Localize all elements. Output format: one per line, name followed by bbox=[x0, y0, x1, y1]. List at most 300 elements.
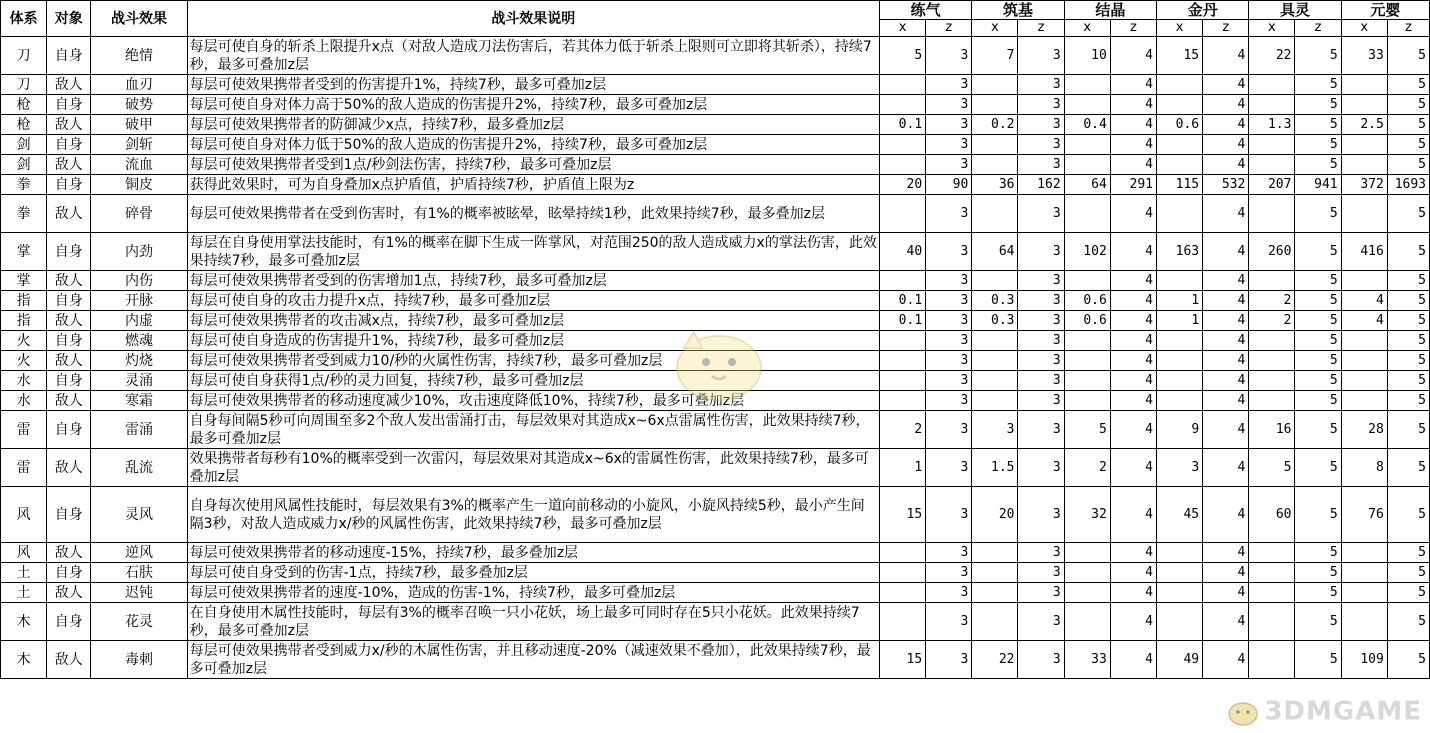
cell-description: 每层可使自身获得1点/秒的灵力回复，持续7秒，最多可叠加z层 bbox=[187, 371, 879, 391]
cell-target: 敌人 bbox=[47, 351, 91, 371]
cell-z-value: 3 bbox=[926, 583, 972, 603]
cell-x-value bbox=[1249, 195, 1295, 233]
cell-x-value: 16 bbox=[1249, 411, 1295, 449]
cell-x-value bbox=[1249, 563, 1295, 583]
cell-x-value bbox=[880, 95, 926, 115]
table-row bbox=[1, 155, 1430, 175]
cell-target: 自身 bbox=[47, 487, 91, 543]
subheader-x: x bbox=[1064, 20, 1110, 37]
cell-x-value bbox=[972, 391, 1018, 411]
cell-z-value: 5 bbox=[1387, 135, 1429, 155]
cell-system: 水 bbox=[1, 371, 47, 391]
cell-z-value: 3 bbox=[1018, 603, 1064, 641]
cell-z-value: 5 bbox=[1387, 641, 1429, 679]
cell-z-value: 5 bbox=[1387, 291, 1429, 311]
cell-x-value: 45 bbox=[1156, 487, 1202, 543]
cell-z-value: 3 bbox=[926, 351, 972, 371]
cell-x-value bbox=[1341, 195, 1387, 233]
cell-z-value: 532 bbox=[1203, 175, 1249, 195]
cell-x-value: 76 bbox=[1341, 487, 1387, 543]
cell-z-value: 4 bbox=[1203, 449, 1249, 487]
cell-z-value: 4 bbox=[1203, 603, 1249, 641]
cell-x-value bbox=[880, 331, 926, 351]
cell-x-value bbox=[1341, 543, 1387, 563]
cell-x-value: 28 bbox=[1341, 411, 1387, 449]
subheader-x: x bbox=[1156, 20, 1202, 37]
cell-x-value: 2 bbox=[1064, 449, 1110, 487]
cell-z-value: 4 bbox=[1110, 291, 1156, 311]
cell-z-value: 5 bbox=[1387, 603, 1429, 641]
cell-z-value: 4 bbox=[1203, 411, 1249, 449]
cell-x-value bbox=[1156, 155, 1202, 175]
cell-x-value bbox=[972, 371, 1018, 391]
cell-x-value bbox=[1341, 155, 1387, 175]
cell-z-value: 162 bbox=[1018, 175, 1064, 195]
cell-x-value: 4 bbox=[1341, 311, 1387, 331]
cell-x-value: 64 bbox=[1064, 175, 1110, 195]
cell-x-value bbox=[1156, 391, 1202, 411]
cell-system: 水 bbox=[1, 391, 47, 411]
cell-z-value: 4 bbox=[1203, 641, 1249, 679]
cell-z-value: 4 bbox=[1110, 371, 1156, 391]
cell-z-value: 4 bbox=[1110, 351, 1156, 371]
table-row bbox=[1, 291, 1430, 311]
table-row bbox=[1, 583, 1430, 603]
cell-x-value bbox=[1064, 331, 1110, 351]
cell-x-value bbox=[1156, 583, 1202, 603]
cell-effect: 乱流 bbox=[91, 449, 187, 487]
cell-description: 每层可使效果携带者受到1点/秒剑法伤害，持续7秒，最多可叠加z层 bbox=[187, 155, 879, 175]
cell-effect: 毒刺 bbox=[91, 641, 187, 679]
cell-target: 自身 bbox=[47, 37, 91, 75]
cell-target: 敌人 bbox=[47, 271, 91, 291]
subheader-x: x bbox=[880, 20, 926, 37]
cell-z-value: 4 bbox=[1110, 563, 1156, 583]
table-row bbox=[1, 175, 1430, 195]
cell-description: 在自身使用木属性技能时，每层有3%的概率召唤一只小花妖，场上最多可同时存在5只小花妖。此效果持续7秒，最多可叠加z层 bbox=[187, 603, 879, 641]
cell-x-value bbox=[972, 583, 1018, 603]
cell-x-value: 0.3 bbox=[972, 311, 1018, 331]
cell-z-value: 3 bbox=[926, 411, 972, 449]
chick-logo-icon bbox=[1226, 695, 1260, 729]
subheader-z: z bbox=[1110, 20, 1156, 37]
subheader-z: z bbox=[1018, 20, 1064, 37]
cell-system: 刀 bbox=[1, 37, 47, 75]
cell-description: 自身每间隔5秒可向周围至多2个敌人发出雷涌打击，每层效果对其造成x~6x点雷属性伤害，此效果持续7秒，最多可叠加z层 bbox=[187, 411, 879, 449]
cell-x-value bbox=[1249, 95, 1295, 115]
cell-x-value: 2.5 bbox=[1341, 115, 1387, 135]
cell-system: 木 bbox=[1, 603, 47, 641]
cell-x-value: 15 bbox=[880, 641, 926, 679]
cell-z-value: 3 bbox=[1018, 641, 1064, 679]
cell-x-value bbox=[880, 543, 926, 563]
cell-z-value: 3 bbox=[1018, 115, 1064, 135]
cell-z-value: 5 bbox=[1387, 563, 1429, 583]
cell-z-value: 3 bbox=[1018, 583, 1064, 603]
subheader-x: x bbox=[1249, 20, 1295, 37]
cell-z-value: 5 bbox=[1295, 449, 1341, 487]
cell-effect: 铜皮 bbox=[91, 175, 187, 195]
subheader-x: x bbox=[1341, 20, 1387, 37]
cell-z-value: 5 bbox=[1387, 115, 1429, 135]
cell-z-value: 5 bbox=[1387, 155, 1429, 175]
cell-system: 掌 bbox=[1, 233, 47, 271]
cell-z-value: 3 bbox=[926, 449, 972, 487]
cell-x-value bbox=[880, 583, 926, 603]
cell-system: 刀 bbox=[1, 75, 47, 95]
cell-effect: 燃魂 bbox=[91, 331, 187, 351]
cell-x-value bbox=[1064, 195, 1110, 233]
cell-z-value: 4 bbox=[1203, 391, 1249, 411]
table-row bbox=[1, 75, 1430, 95]
header-level: 具灵 bbox=[1249, 1, 1341, 20]
cell-x-value: 3 bbox=[972, 411, 1018, 449]
cell-z-value: 5 bbox=[1387, 331, 1429, 351]
cell-x-value: 0.6 bbox=[1064, 291, 1110, 311]
cell-x-value bbox=[1341, 603, 1387, 641]
cell-x-value: 8 bbox=[1341, 449, 1387, 487]
cell-x-value bbox=[972, 331, 1018, 351]
cell-x-value bbox=[972, 75, 1018, 95]
cell-x-value: 60 bbox=[1249, 487, 1295, 543]
cell-x-value: 64 bbox=[972, 233, 1018, 271]
cell-z-value: 3 bbox=[1018, 371, 1064, 391]
cell-z-value: 5 bbox=[1295, 391, 1341, 411]
cell-description: 每层可使效果携带者受到的伤害增加1点，持续7秒，最多可叠加z层 bbox=[187, 271, 879, 291]
cell-x-value bbox=[1064, 135, 1110, 155]
cell-system: 掌 bbox=[1, 271, 47, 291]
cell-x-value: 0.2 bbox=[972, 115, 1018, 135]
cell-z-value: 5 bbox=[1295, 543, 1341, 563]
cell-effect: 开脉 bbox=[91, 291, 187, 311]
cell-z-value: 5 bbox=[1387, 487, 1429, 543]
cell-z-value: 4 bbox=[1203, 95, 1249, 115]
cell-z-value: 5 bbox=[1295, 603, 1341, 641]
cell-effect: 内劲 bbox=[91, 233, 187, 271]
cell-x-value bbox=[1064, 583, 1110, 603]
cell-description: 每层可使效果携带者的移动速度-15%，持续7秒，最多叠加z层 bbox=[187, 543, 879, 563]
cell-x-value: 0.1 bbox=[880, 291, 926, 311]
cell-z-value: 3 bbox=[1018, 291, 1064, 311]
cell-target: 敌人 bbox=[47, 195, 91, 233]
cell-effect: 灼烧 bbox=[91, 351, 187, 371]
cell-x-value: 36 bbox=[972, 175, 1018, 195]
cell-z-value: 3 bbox=[1018, 95, 1064, 115]
cell-x-value bbox=[1341, 95, 1387, 115]
cell-effect: 逆风 bbox=[91, 543, 187, 563]
cell-target: 自身 bbox=[47, 563, 91, 583]
cell-description: 每层可使自身对体力高于50%的敌人造成的伤害提升2%，持续7秒，最多可叠加z层 bbox=[187, 95, 879, 115]
cell-z-value: 3 bbox=[1018, 155, 1064, 175]
cell-x-value bbox=[880, 563, 926, 583]
cell-x-value bbox=[1341, 583, 1387, 603]
cell-z-value: 4 bbox=[1110, 391, 1156, 411]
cell-description: 自身每次使用风属性技能时，每层效果有3%的概率产生一道向前移动的小旋风，小旋风持续5秒，最小产生间隔3秒，对敌人造成威力x/秒的风属性伤害，此效果持续7秒，最多可叠加z层 bbox=[187, 487, 879, 543]
cell-z-value: 4 bbox=[1110, 603, 1156, 641]
cell-x-value bbox=[880, 195, 926, 233]
cell-x-value bbox=[1064, 351, 1110, 371]
cell-x-value bbox=[1249, 371, 1295, 391]
cell-z-value: 4 bbox=[1203, 115, 1249, 135]
cell-x-value bbox=[880, 391, 926, 411]
cell-x-value: 2 bbox=[1249, 311, 1295, 331]
cell-system: 指 bbox=[1, 311, 47, 331]
cell-z-value: 5 bbox=[1387, 351, 1429, 371]
cell-z-value: 3 bbox=[1018, 37, 1064, 75]
cell-z-value: 3 bbox=[926, 95, 972, 115]
cell-x-value: 1.3 bbox=[1249, 115, 1295, 135]
cell-z-value: 5 bbox=[1295, 411, 1341, 449]
cell-z-value: 3 bbox=[1018, 75, 1064, 95]
cell-z-value: 5 bbox=[1295, 115, 1341, 135]
cell-x-value bbox=[880, 155, 926, 175]
cell-x-value bbox=[1341, 371, 1387, 391]
cell-x-value: 4 bbox=[1341, 291, 1387, 311]
cell-x-value: 416 bbox=[1341, 233, 1387, 271]
cell-z-value: 3 bbox=[926, 563, 972, 583]
table-row bbox=[1, 311, 1430, 331]
cell-z-value: 4 bbox=[1203, 155, 1249, 175]
cell-z-value: 4 bbox=[1203, 271, 1249, 291]
cell-x-value: 109 bbox=[1341, 641, 1387, 679]
table-row bbox=[1, 563, 1430, 583]
cell-description: 每层可使自身的攻击力提升x点，持续7秒，最多可叠加z层 bbox=[187, 291, 879, 311]
cell-target: 敌人 bbox=[47, 391, 91, 411]
cell-x-value: 33 bbox=[1341, 37, 1387, 75]
cell-x-value bbox=[972, 271, 1018, 291]
cell-target: 敌人 bbox=[47, 115, 91, 135]
cell-description: 每层可使自身受到的伤害-1点，持续7秒，最多叠加z层 bbox=[187, 563, 879, 583]
table-row bbox=[1, 115, 1430, 135]
cell-x-value bbox=[1064, 75, 1110, 95]
cell-target: 自身 bbox=[47, 331, 91, 351]
cell-description: 每层可使自身的斩杀上限提升x点（对敌人造成刀法伤害后，若其体力低于斩杀上限则可立即将其斩杀），持续7秒，最多可叠加z层 bbox=[187, 37, 879, 75]
table-row bbox=[1, 411, 1430, 449]
cell-z-value: 90 bbox=[926, 175, 972, 195]
cell-description: 每层可使效果携带者在受到伤害时，有1%的概率被眩晕，眩晕持续1秒，此效果持续7秒，最多叠加z层 bbox=[187, 195, 879, 233]
cell-effect: 灵涌 bbox=[91, 371, 187, 391]
cell-effect: 绝情 bbox=[91, 37, 187, 75]
cell-x-value bbox=[972, 603, 1018, 641]
cell-x-value: 20 bbox=[972, 487, 1018, 543]
cell-target: 自身 bbox=[47, 135, 91, 155]
cell-z-value: 3 bbox=[1018, 331, 1064, 351]
header-row bbox=[1, 1, 1430, 20]
cell-z-value: 1693 bbox=[1387, 175, 1429, 195]
cell-z-value: 3 bbox=[1018, 543, 1064, 563]
table-body bbox=[1, 37, 1430, 679]
cell-z-value: 5 bbox=[1387, 449, 1429, 487]
cell-target: 自身 bbox=[47, 95, 91, 115]
table-row bbox=[1, 271, 1430, 291]
cell-x-value: 0.6 bbox=[1156, 115, 1202, 135]
cell-description: 效果携带者每秒有10%的概率受到一次雷闪，每层效果对其造成x~6x的雷属性伤害，此效果持续7秒，最多可叠加z层 bbox=[187, 449, 879, 487]
cell-x-value bbox=[1249, 75, 1295, 95]
cell-effect: 花灵 bbox=[91, 603, 187, 641]
cell-x-value: 163 bbox=[1156, 233, 1202, 271]
cell-x-value bbox=[1249, 543, 1295, 563]
cell-x-value bbox=[1249, 603, 1295, 641]
cell-z-value: 4 bbox=[1110, 75, 1156, 95]
cell-x-value: 207 bbox=[1249, 175, 1295, 195]
cell-z-value: 4 bbox=[1110, 583, 1156, 603]
cell-description: 获得此效果时，可为自身叠加x点护盾值，护盾持续7秒，护盾值上限为z bbox=[187, 175, 879, 195]
cell-x-value bbox=[1249, 271, 1295, 291]
cell-z-value: 3 bbox=[926, 603, 972, 641]
cell-z-value: 4 bbox=[1203, 543, 1249, 563]
cell-z-value: 5 bbox=[1295, 331, 1341, 351]
cell-x-value: 0.1 bbox=[880, 115, 926, 135]
cell-x-value: 20 bbox=[880, 175, 926, 195]
cell-target: 敌人 bbox=[47, 641, 91, 679]
cell-z-value: 4 bbox=[1110, 271, 1156, 291]
cell-x-value bbox=[1249, 331, 1295, 351]
cell-z-value: 4 bbox=[1110, 95, 1156, 115]
cell-z-value: 4 bbox=[1110, 115, 1156, 135]
cell-system: 拳 bbox=[1, 195, 47, 233]
cell-x-value bbox=[1341, 135, 1387, 155]
cell-x-value bbox=[972, 543, 1018, 563]
cell-x-value bbox=[1064, 603, 1110, 641]
cell-z-value: 3 bbox=[926, 331, 972, 351]
cell-x-value: 0.4 bbox=[1064, 115, 1110, 135]
cell-x-value bbox=[1064, 155, 1110, 175]
cell-target: 敌人 bbox=[47, 449, 91, 487]
cell-x-value bbox=[1341, 391, 1387, 411]
cell-x-value: 102 bbox=[1064, 233, 1110, 271]
cell-z-value: 5 bbox=[1295, 271, 1341, 291]
cell-x-value bbox=[972, 563, 1018, 583]
cell-x-value bbox=[1156, 95, 1202, 115]
cell-z-value: 5 bbox=[1387, 311, 1429, 331]
cell-effect: 石肤 bbox=[91, 563, 187, 583]
cell-x-value bbox=[1156, 603, 1202, 641]
cell-x-value bbox=[1156, 543, 1202, 563]
cell-x-value: 260 bbox=[1249, 233, 1295, 271]
cell-x-value: 372 bbox=[1341, 175, 1387, 195]
cell-z-value: 4 bbox=[1203, 487, 1249, 543]
table-row bbox=[1, 641, 1430, 679]
cell-x-value: 0.1 bbox=[880, 311, 926, 331]
cell-z-value: 3 bbox=[926, 271, 972, 291]
logo-text: 3DMGAME bbox=[1264, 696, 1422, 727]
cell-target: 自身 bbox=[47, 371, 91, 391]
cell-system: 火 bbox=[1, 351, 47, 371]
cell-description: 每层可使自身造成的伤害提升1%，持续7秒，最多可叠加z层 bbox=[187, 331, 879, 351]
header-level: 练气 bbox=[880, 1, 972, 20]
cell-x-value: 115 bbox=[1156, 175, 1202, 195]
cell-z-value: 3 bbox=[1018, 563, 1064, 583]
cell-description: 每层可使效果携带者的防御减少x点，持续7秒，最多叠加z层 bbox=[187, 115, 879, 135]
cell-z-value: 3 bbox=[926, 391, 972, 411]
cell-x-value bbox=[972, 351, 1018, 371]
cell-system: 土 bbox=[1, 563, 47, 583]
cell-target: 敌人 bbox=[47, 75, 91, 95]
cell-z-value: 5 bbox=[1387, 195, 1429, 233]
cell-z-value: 3 bbox=[1018, 449, 1064, 487]
cell-x-value: 15 bbox=[880, 487, 926, 543]
cell-z-value: 3 bbox=[926, 37, 972, 75]
cell-x-value: 5 bbox=[880, 37, 926, 75]
cell-z-value: 3 bbox=[926, 233, 972, 271]
site-logo bbox=[1226, 695, 1422, 729]
cell-x-value bbox=[880, 351, 926, 371]
cell-x-value: 40 bbox=[880, 233, 926, 271]
cell-x-value bbox=[972, 195, 1018, 233]
cell-z-value: 3 bbox=[926, 371, 972, 391]
cell-z-value: 5 bbox=[1295, 583, 1341, 603]
table-row bbox=[1, 37, 1430, 75]
cell-x-value bbox=[880, 371, 926, 391]
table-row bbox=[1, 135, 1430, 155]
cell-target: 自身 bbox=[47, 411, 91, 449]
cell-x-value bbox=[1249, 391, 1295, 411]
header-target: 对象 bbox=[47, 1, 91, 37]
cell-target: 自身 bbox=[47, 175, 91, 195]
cell-z-value: 5 bbox=[1387, 411, 1429, 449]
header-level: 筑基 bbox=[972, 1, 1064, 20]
header-level: 结晶 bbox=[1064, 1, 1156, 20]
cell-z-value: 3 bbox=[1018, 351, 1064, 371]
cell-x-value: 1 bbox=[1156, 311, 1202, 331]
cell-x-value: 7 bbox=[972, 37, 1018, 75]
cell-z-value: 3 bbox=[1018, 233, 1064, 271]
subheader-z: z bbox=[926, 20, 972, 37]
cell-description: 每层可使自身对体力低于50%的敌人造成的伤害提升2%，持续7秒，最多可叠加z层 bbox=[187, 135, 879, 155]
cell-z-value: 4 bbox=[1203, 233, 1249, 271]
header-level: 元婴 bbox=[1341, 1, 1429, 20]
cell-system: 枪 bbox=[1, 115, 47, 135]
cell-system: 风 bbox=[1, 487, 47, 543]
cell-z-value: 5 bbox=[1295, 75, 1341, 95]
cell-target: 敌人 bbox=[47, 311, 91, 331]
cell-z-value: 5 bbox=[1295, 195, 1341, 233]
table-row bbox=[1, 95, 1430, 115]
cell-effect: 血刃 bbox=[91, 75, 187, 95]
cell-system: 火 bbox=[1, 331, 47, 351]
cell-x-value bbox=[880, 603, 926, 641]
cell-z-value: 5 bbox=[1387, 75, 1429, 95]
table-row bbox=[1, 487, 1430, 543]
cell-x-value: 15 bbox=[1156, 37, 1202, 75]
cell-x-value bbox=[1156, 563, 1202, 583]
cell-z-value: 5 bbox=[1295, 233, 1341, 271]
cell-z-value: 5 bbox=[1387, 583, 1429, 603]
cell-x-value bbox=[1064, 391, 1110, 411]
cell-x-value: 49 bbox=[1156, 641, 1202, 679]
cell-z-value: 4 bbox=[1203, 195, 1249, 233]
cell-z-value: 3 bbox=[1018, 271, 1064, 291]
cell-z-value: 5 bbox=[1295, 641, 1341, 679]
cell-system: 枪 bbox=[1, 95, 47, 115]
cell-z-value: 5 bbox=[1387, 391, 1429, 411]
cell-z-value: 3 bbox=[926, 135, 972, 155]
header-system: 体系 bbox=[1, 1, 47, 37]
cell-x-value bbox=[1341, 331, 1387, 351]
cell-z-value: 3 bbox=[926, 311, 972, 331]
cell-z-value: 5 bbox=[1295, 95, 1341, 115]
cell-effect: 寒霜 bbox=[91, 391, 187, 411]
cell-z-value: 4 bbox=[1110, 449, 1156, 487]
cell-z-value: 5 bbox=[1387, 233, 1429, 271]
cell-target: 敌人 bbox=[47, 155, 91, 175]
cell-effect: 内虚 bbox=[91, 311, 187, 331]
cell-x-value: 33 bbox=[1064, 641, 1110, 679]
cell-z-value: 3 bbox=[926, 115, 972, 135]
cell-x-value: 9 bbox=[1156, 411, 1202, 449]
cell-z-value: 4 bbox=[1203, 371, 1249, 391]
header-description: 战斗效果说明 bbox=[187, 1, 879, 37]
